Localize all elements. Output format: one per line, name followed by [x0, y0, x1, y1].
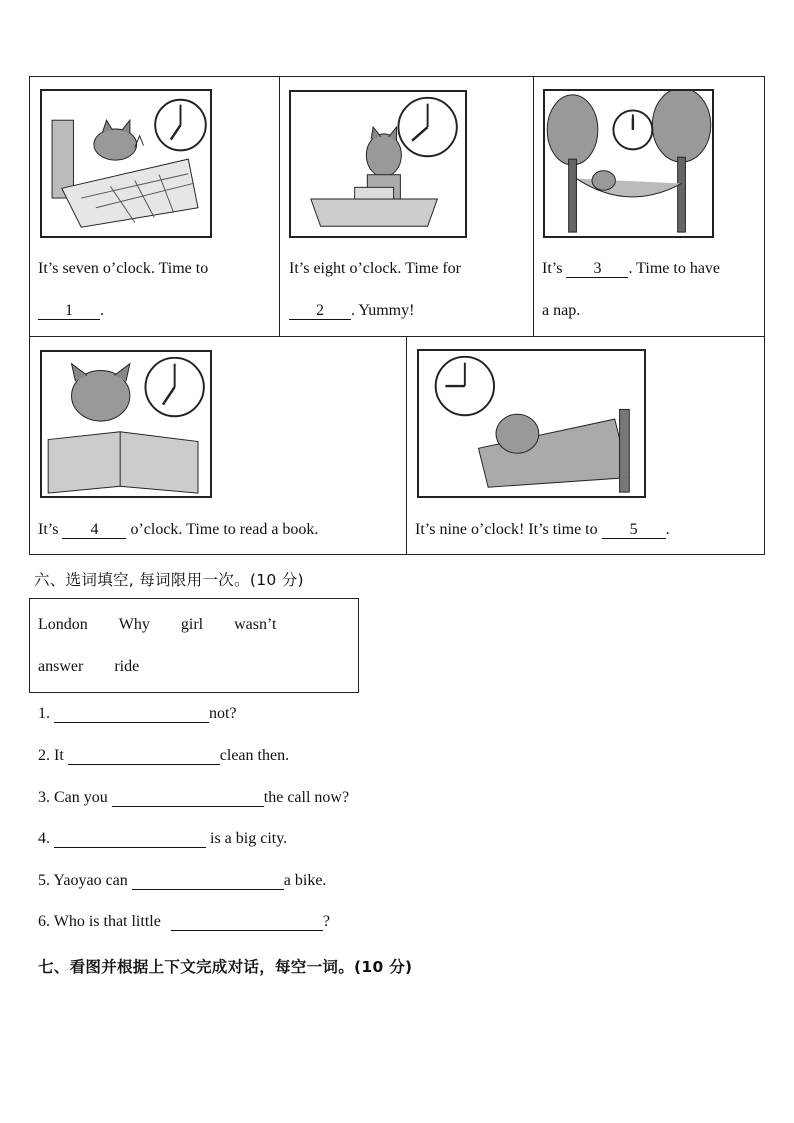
wolf-waking-up-picture [40, 89, 212, 238]
fill-blank[interactable] [54, 706, 209, 723]
question-3: 3. Can you the call now? [38, 789, 350, 806]
word-bank-row-2 [38, 658, 139, 676]
question-4: 4. is a big city. [38, 830, 288, 847]
section-7-heading: 七、看图并根据上下文完成对话，每空一词。(10 分) [38, 958, 413, 976]
answer-blank-5[interactable]: 5 [602, 522, 666, 539]
fill-blank[interactable] [112, 790, 264, 807]
wolf-breakfast-picture [289, 90, 467, 238]
question-2: 2. It clean then. [38, 747, 290, 764]
cell-1-line-2: 1 . [38, 302, 104, 320]
question-1: 1. not? [38, 705, 237, 722]
question-5: 5. Yaoyao can a bike. [38, 872, 327, 889]
word-option: answer [38, 658, 84, 675]
word-option: Why [118, 616, 150, 633]
word-option: London [38, 616, 88, 633]
fill-blank[interactable] [132, 873, 284, 890]
cell-3-line-2: a nap. [542, 302, 581, 319]
cell-3-line-1: It’s 3 . Time to have [542, 260, 721, 277]
answer-blank-4[interactable]: 4 [62, 522, 126, 539]
answer-blank-1[interactable]: 1 [38, 303, 100, 320]
fill-blank[interactable] [54, 831, 206, 848]
wolf-reading-picture [40, 350, 212, 498]
cell-1-line-1: It’s seven o’clock. Time to [38, 260, 209, 277]
word-option: girl [180, 616, 204, 633]
cell-4-line-1: It’s 4 o’clock. Time to read a book. [38, 521, 319, 538]
word-option: wasn’t [234, 616, 277, 633]
fill-blank[interactable] [171, 914, 323, 931]
answer-blank-2[interactable]: 2 [289, 303, 351, 320]
wolf-sleeping-picture [417, 349, 646, 498]
cell-2-line-1: It’s eight o’clock. Time for [289, 260, 461, 277]
word-bank-row-1 [38, 616, 276, 634]
word-option: ride [114, 658, 140, 675]
answer-blank-3[interactable]: 3 [566, 261, 628, 278]
cell-2-line-2: 2 . Yummy! [289, 302, 414, 320]
wolf-hammock-picture [543, 89, 714, 238]
cell-5-line-1: It’s nine o’clock! It’s time to 5 . [415, 521, 670, 538]
question-6: 6. Who is that little ? [38, 913, 330, 930]
fill-blank[interactable] [68, 748, 220, 765]
word-bank-box [29, 598, 359, 693]
section-6-heading: 六、选词填空, 每词限用一次。(10 分) [34, 571, 304, 589]
